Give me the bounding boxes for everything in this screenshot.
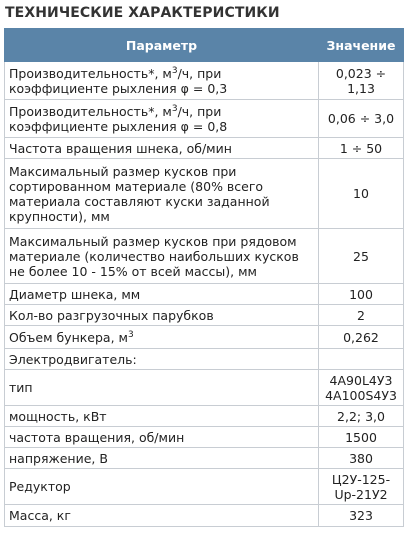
param-cell: мощность, кВт <box>5 406 319 427</box>
param-cell: Масса, кг <box>5 505 319 527</box>
table-row <box>5 469 404 505</box>
table-row <box>5 326 404 349</box>
spec-table <box>4 28 404 527</box>
param-cell: Производительность*, $м^3/ч$, при коэффициенте рыхления φ = 0,8 <box>5 100 319 138</box>
value-line: 4А90L4У3 <box>329 372 393 388</box>
param-cell: Частота вращения шнека, об/мин <box>5 138 319 159</box>
table-row <box>5 100 404 138</box>
param-cell: Максимальный размер кусков при сортированном материале (80% всего материала составляют куски заданной крупности), мм <box>5 159 319 229</box>
value-cell: 0,262 <box>319 326 404 349</box>
param-cell: напряжение, В <box>5 448 319 469</box>
value-line: 4А100S4У3 <box>325 387 397 403</box>
table-row <box>5 370 404 406</box>
table-row <box>5 138 404 159</box>
value-cell: 0,06 ÷ 3,0 <box>319 100 404 138</box>
param-cell: Редуктор <box>5 469 319 505</box>
param-cell: частота вращения, об/мин <box>5 427 319 448</box>
param-cell: Максимальный размер кусков при рядовом материале (количество наибольших кусков не более 10 - 15% от всей массы), мм <box>5 229 319 284</box>
value-cell: 380 <box>319 448 404 469</box>
table-header-row <box>5 29 404 62</box>
page-title: ТЕХНИЧЕСКИЕ ХАРАКТЕРИСТИКИ <box>5 5 280 21</box>
table-row <box>5 284 404 305</box>
table-row <box>5 159 404 229</box>
value-cell: 1 ÷ 50 <box>319 138 404 159</box>
param-cell: Электродвигатель: <box>5 349 319 370</box>
value-cell: 2 <box>319 305 404 326</box>
value-cell: 1500 <box>319 427 404 448</box>
value-cell: 2,2; 3,0 <box>319 406 404 427</box>
param-cell: Диаметр шнека, мм <box>5 284 319 305</box>
param-cell: Объем бункера, $м^3$ <box>5 326 319 349</box>
value-line: Ц2У-125- <box>331 471 391 487</box>
table-row <box>5 229 404 284</box>
param-cell: Производительность*, $м^3/ч$, при коэффициенте рыхления φ = 0,3 <box>5 62 319 100</box>
value-cell: 25 <box>319 229 404 284</box>
table-row <box>5 505 404 527</box>
table-row <box>5 406 404 427</box>
value-cell <box>319 370 404 406</box>
table-row <box>5 448 404 469</box>
table-row <box>5 349 404 370</box>
value-cell <box>319 349 404 370</box>
value-cell: 323 <box>319 505 404 527</box>
value-line: Up-21У2 <box>334 486 388 502</box>
value-cell: 0,023 ÷ 1,13 <box>319 62 404 100</box>
column-header-param: Параметр <box>5 29 319 62</box>
value-cell: 10 <box>319 159 404 229</box>
value-cell <box>319 469 404 505</box>
table-row <box>5 305 404 326</box>
param-cell: Кол-во разгрузочных парубков <box>5 305 319 326</box>
param-cell: тип <box>5 370 319 406</box>
column-header-value: Значение <box>319 29 404 62</box>
table-row <box>5 427 404 448</box>
table-row <box>5 62 404 100</box>
value-cell: 100 <box>319 284 404 305</box>
